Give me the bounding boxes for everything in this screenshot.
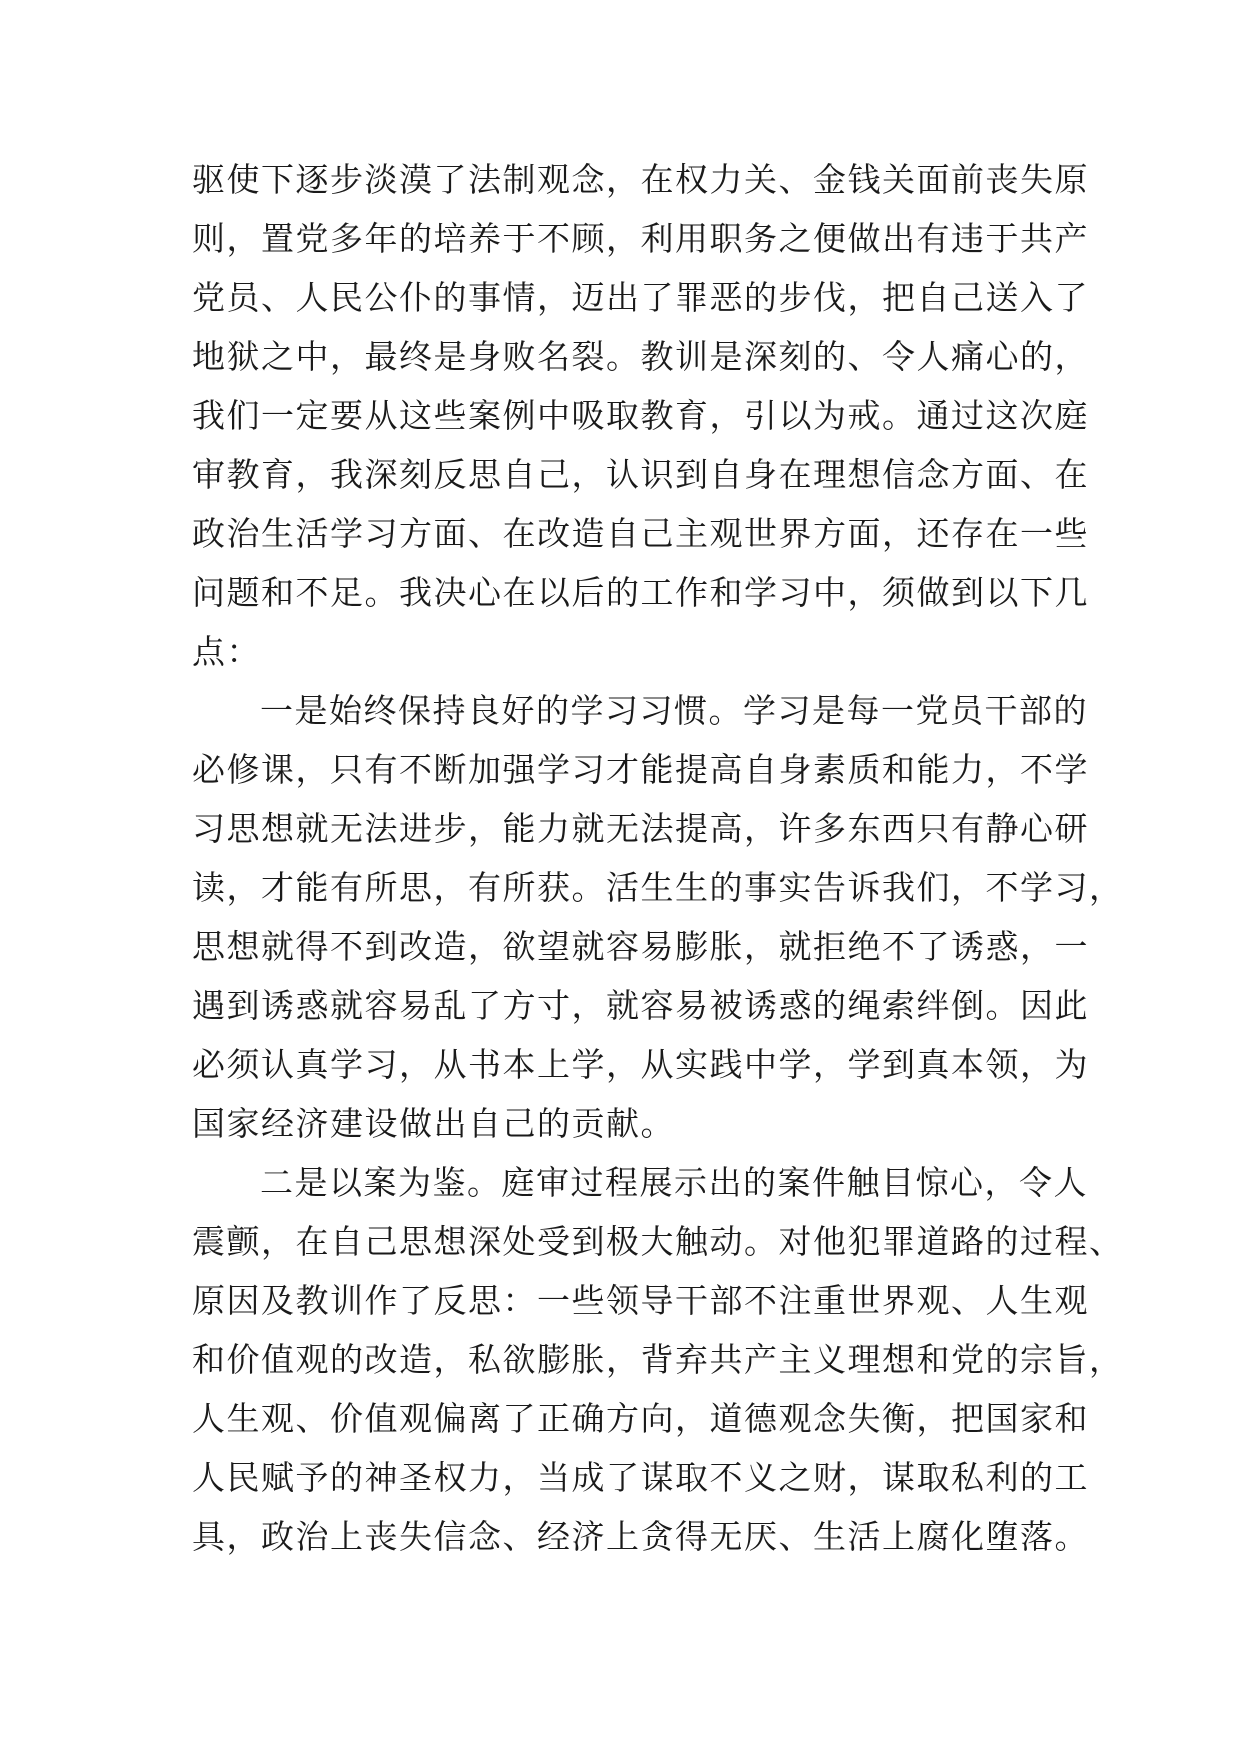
- text-line: 遇到诱惑就容易乱了方寸，就容易被诱惑的绳索绊倒。因此: [192, 986, 1089, 1025]
- text-line: 党员、人民公仆的事情，迈出了罪恶的步伐，把自己送入了: [192, 278, 1089, 317]
- text-line: 人民赋予的神圣权力，当成了谋取不义之财，谋取私利的工: [192, 1458, 1089, 1497]
- text-line: 地狱之中，最终是身败名裂。教训是深刻的、令人痛心的，: [192, 337, 1089, 376]
- text-line: 和价值观的改造，私欲膨胀，背弃共产主义理想和党的宗旨，: [192, 1340, 1124, 1379]
- text-line: 点：: [192, 632, 261, 671]
- text-line: 问题和不足。我决心在以后的工作和学习中，须做到以下几: [192, 573, 1089, 612]
- document-body: [192, 150, 1124, 1566]
- text-line: 原因及教训作了反思：一些领导干部不注重世界观、人生观: [192, 1281, 1089, 1320]
- text-line: 国家经济建设做出自己的贡献。: [192, 1104, 675, 1143]
- text-line: 思想就得不到改造，欲望就容易膨胀，就拒绝不了诱惑，一: [192, 927, 1089, 966]
- paragraph-first-line: 一是始终保持良好的学习习惯。学习是每一党员干部的: [260, 691, 1088, 730]
- text-line: 驱使下逐步淡漠了法制观念，在权力关、金钱关面前丧失原: [192, 160, 1089, 199]
- text-line: 我们一定要从这些案例中吸取教育，引以为戒。通过这次庭: [192, 396, 1089, 435]
- text-line: 审教育，我深刻反思自己，认识到自身在理想信念方面、在: [192, 455, 1089, 494]
- text-line: 具，政治上丧失信念、经济上贪得无厌、生活上腐化堕落。: [192, 1517, 1089, 1556]
- text-line: 习思想就无法进步，能力就无法提高，许多东西只有静心研: [192, 809, 1089, 848]
- text-line: 政治生活学习方面、在改造自己主观世界方面，还存在一些: [192, 514, 1089, 553]
- text-line: 必须认真学习，从书本上学，从实践中学，学到真本领，为: [192, 1045, 1089, 1084]
- paragraph-first-line: 二是以案为鉴。庭审过程展示出的案件触目惊心，令人: [260, 1163, 1088, 1202]
- text-line: 震颤，在自己思想深处受到极大触动。对他犯罪道路的过程、: [192, 1222, 1124, 1261]
- text-line: 必修课，只有不断加强学习才能提高自身素质和能力，不学: [192, 750, 1089, 789]
- text-line: 读，才能有所思，有所获。活生生的事实告诉我们，不学习，: [192, 868, 1124, 907]
- text-line: 则，置党多年的培养于不顾，利用职务之便做出有违于共产: [192, 219, 1089, 258]
- text-line: 人生观、价值观偏离了正确方向，道德观念失衡，把国家和: [192, 1399, 1089, 1438]
